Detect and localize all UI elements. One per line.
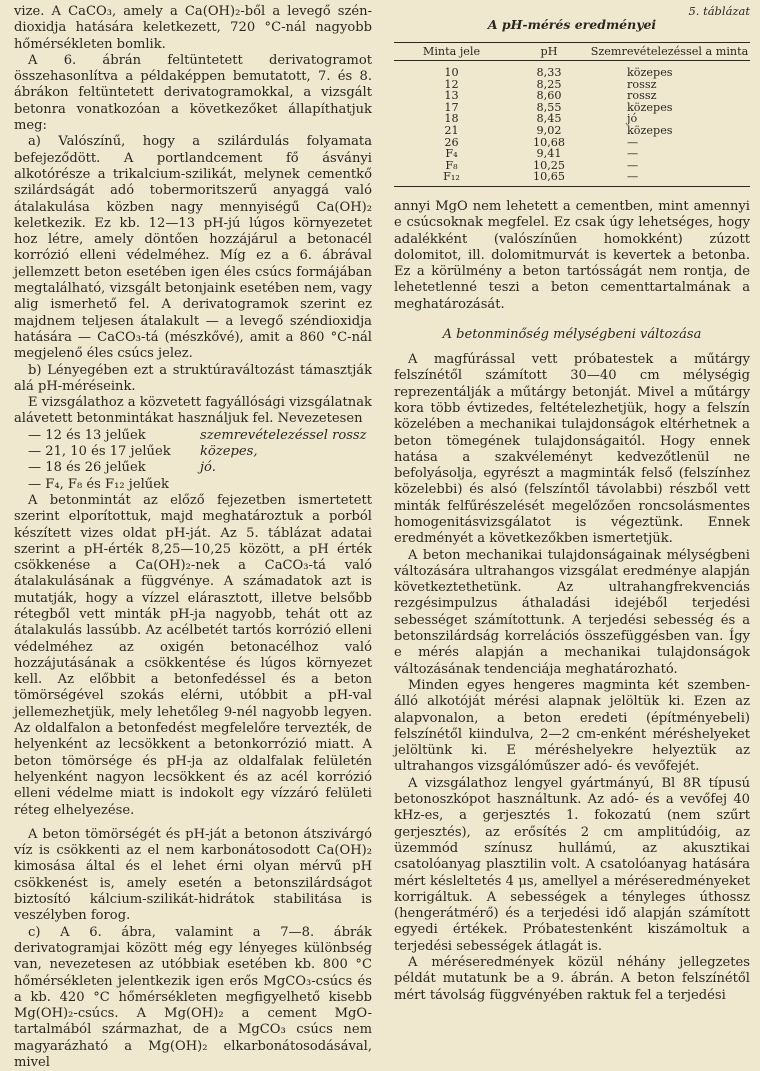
cell-sample: 21 [444, 123, 459, 137]
table-row [394, 171, 750, 186]
table-title: A pH-mérés eredményei [487, 17, 657, 32]
paragraph-6: A betonmintát az előző fejezetben ismertetett szerint elporítottuk, majd meghatároztuk a porból készített vizes oldat pH-ját. Az 5. táblázat adatai szerint a pH-érték 8,25—10,25 között, a pH érték csökkenése a Ca(OH)₂-nek a CaCO₃-tá való átalakulásának a függvénye. A számadatok azt is mutatják, hogy a vízzel elárasztott, illetve belsőbb rétegből vett minták pH-ja nagyobb, tehát ott az átalakulás lassúbb. Az acélbetét tartós korrózió elleni védelméhez az oxigén betonacélhoz való hozzájutásának a csökkentése és lúgos környezet kell. Az előbbit a betonfedéssel és a beton tömörségével szokás elérni, utóbbit a pH-val jellemezhetjük, mely lehetőleg 9-nél nagyobb legyen. Az oldalfalon a betonfedést megfelelőre tervezték, de helyenként az lecsökkent a betonkorrózió miatt. A beton tömörsége és pH-ja az oldalfalak felületén helyenként nagyon lecsökkent és az acél korrózió elleni védelme miatt is indokolt egy vízzáró felületi réteg elhelyezése. [14, 492, 372, 818]
cell-ph: 10,25 [532, 158, 566, 172]
left-column [14, 4, 372, 1071]
list-item-key: — 12 és 13 jelűek [28, 427, 146, 443]
cell-quality: közepes [627, 100, 673, 114]
paragraph-r3: A beton mechanikai tulajdonságainak mélységbeni változására ultrahangos vizsgálat eredménye alapján következtethetünk. Az ultrahangfrekvenciás rezgésimpulzus áthaladási idejéből terjedési sebességet számítottunk. A terjedési sebesség és a betonszilárdság korrelációs összefüggésben van. Így e mérés alapján a mechanikai tulajdonságok változásának tendenciája meghatározható. [394, 547, 750, 677]
table-number: 5. táblázat [688, 4, 750, 18]
paragraph-7: A beton tömörségét és pH-ját a betonon átszivárgó víz is csökkenti az el nem karbonátosodott Ca(OH)₂ kimosása által és el lehet érni olyan mérvű pH csökkenést is, amely esetén a betonszilárdságot biztosító kálcium-szilikát-hidrátok stabilitása is veszélyben forog. [14, 826, 372, 924]
table-row [394, 61, 750, 79]
cell-quality: közepes [627, 66, 673, 79]
cell-ph: 9,02 [536, 123, 562, 137]
list-item-value: jó. [200, 460, 216, 476]
cell-quality: rossz [627, 89, 657, 103]
cell-sample: 18 [444, 112, 459, 126]
cell-sample: 10 [444, 66, 459, 79]
list-item [14, 428, 372, 444]
table-row [394, 125, 750, 137]
paragraph-4: b) Lényegében ezt a struktúraváltozást támasztják alá pH-méréseink. [14, 362, 372, 394]
sample-list [14, 428, 372, 493]
list-item-key: — 21, 10 és 17 jelűek [28, 444, 171, 460]
cell-quality: közepes [627, 123, 673, 137]
table-row [394, 148, 750, 160]
cell-ph: 8,45 [536, 112, 562, 126]
paragraph-r1: annyi MgO nem lehetett a cementben, mint amennyi e csúcsoknak megfelel. Ez csak úgy lehetséges, hogy adalékként (valószínűen homokként) zúzott dolomitot, ill. dolomitmurvát is kevertek a betonba. Ez a körülmény a beton tartósságát nem rontja, de lehetetlenné teszi a beton cementtartalmának a meghatározását. [394, 198, 750, 312]
cell-ph: 8,60 [536, 89, 562, 103]
cell-ph: 10,65 [509, 171, 589, 186]
ph-results-table [394, 42, 750, 187]
table-header [394, 4, 750, 42]
paragraph-3: a) Valószínű, hogy a szilárdulás folyamata befejeződött. A portlandcement fő ásványi alkotórésze a trikalcium-szilikát, melynek cementkő szilárdságát adó tobermoritszerű anyaggá való átalakulása közben nagy mennyiségű Ca(OH)₂ keletkezik. Ez kb. 12—13 pH-jú lúgos környezetet hoz létre, amely döntően hozzájárul a betonacél korrózió elleni védelméhez. Míg ez a 6. ábrával jellemzett beton esetében igen éles csúcs formájában megtalálható, vizsgált betonjaink esetében nem, vagy alig ismerhető fel. A derivatogramok szerint ez majdnem teljesen átalakult — a levegő széndioxidja hatására — CaCO₃-tá (mészkővé), amit a 860 °C-nál megjelenő éles csúcs jelez. [14, 134, 372, 362]
paragraph-1: vize. A CaCO₃, amely a Ca(OH)₂-ből a levegő szén-dioxidja hatására keletkezett, 720 °C-nál nagyobb hőmérsékleten bomlik. [14, 4, 372, 52]
list-item-key: — 18 és 26 jelűek [28, 460, 146, 476]
list-item [14, 444, 372, 460]
cell-sample: 26 [444, 135, 459, 149]
cell-ph: 10,68 [532, 135, 566, 149]
paragraph-2: A 6. ábrán feltüntetett derivatogramot összehasonlítva a példaképpen bemutatott, 7. és 8. ábrákon feltüntetett derivatogramokkal, a vizsgált betonra vonatkozóan a következőket állapíthatjuk meg: [14, 52, 372, 134]
cell-quality: rossz [627, 77, 657, 91]
cell-ph: 9,41 [536, 147, 562, 161]
section-title: A betonminőség mélységbeni változása [442, 327, 702, 343]
paragraph-8: c) A 6. ábra, valamint a 7—8. ábrák derivatogramjai között még egy lényeges különbség van, nevezetesen az utóbbiak esetében kb. 800 °C hőmérsékleten jelentkezik igen erős MgCO₃-csúcs és a kb. 420 °C hőmérsékleten megfigyelhető kisebb Mg(OH)₂-csúcs. A Mg(OH)₂ a cement MgO-tartalmából származhat, de a MgCO₃ csúcs nem magyarázható a Mg(OH)₂ elkarbonátosodásával, mivel [14, 924, 372, 1070]
cell-ph: 8,55 [536, 100, 562, 114]
cell-quality: — [627, 147, 639, 161]
list-item [14, 460, 372, 476]
paragraph-r5: A vizsgálathoz lengyel gyártmányú, Bl 8R típusú betonoszkópot használtunk. Az adó- és a vevőfej 40 kHz-es, a gerjesztés 1. fokozatú (nem szűrt gerjesztés), az erősítés 2 cm amplitúdóig, az üzemmód színusz hullámú, az akusztikai csatolóanyag plasztilin volt. A csatolóanyag hatására mért késleltetés 4 μs, amellyel a méréseredményeket korrigáltuk. A sebességek a tényleges úthossz (hengerátmérő) és a terjedési idő alapján számított egyedi értékek. Próbatestenként kiszámoltuk a terjedési sebességek átlagát is. [394, 775, 750, 954]
cell-quality: jó [627, 112, 638, 126]
cell-sample: 17 [444, 100, 459, 114]
table-header-cell: pH [509, 43, 589, 61]
paragraph-r4: Minden egyes hengeres magminta két szemben-álló alkotóját mérési alapnak jelöltük ki. Ezen az alapvonalon, a beton eredeti (építményebeli) felszínétől kiindulva, 2—2 cm-enként méréshelyeket jelöltünk ki. E méréshelyekre helyeztük az ultrahangos vizsgálóműszer adó- és vevőfejét. [394, 677, 750, 775]
list-item-key: — F₄, F₈ és F₁₂ jelűek [28, 476, 169, 492]
cell-quality: — [627, 158, 639, 172]
cell-ph: 8,25 [536, 77, 562, 91]
paragraph-r6: A méréseredmények közül néhány jellegzetes példát mutatunk be a 9. ábrán. A beton felszínétől mért távolság függvényében raktuk fel a terjedési [394, 955, 750, 1003]
list-item-value: szemrevételezéssel rossz [200, 427, 367, 443]
cell-ph: 8,33 [536, 66, 562, 79]
cell-quality: — [627, 135, 639, 149]
cell-sample: F₄ [445, 147, 458, 161]
right-column [394, 4, 750, 1004]
table-header-cell: Szemrevételezéssel a minta [589, 43, 750, 61]
cell-sample: 12 [444, 77, 459, 91]
list-item-value: közepes, [200, 444, 258, 460]
table-header-cell: Minta jele [394, 43, 509, 61]
paragraph-r2: A magfúrással vett próbatestek a műtárgy felszínétől számított 30—40 cm mélységig reprezentálják a műtárgy betonját. Mivel a műtárgy kora több évtizedes, feltételezhetjük, hogy a felszín közelében a mechanikai tulajdonságok eltérhetnek a beton tömegének tulajdonságaitól. Hogy ennek hatása a szakvéleményt kedvezőtlenül ne befolyásolja, egyrészt a magminták felső (felszínhez közelebbi) és alsó (felszíntől távolabbi) részből vett minták felfűrészelését megelőzően roncsolásmentes homogenitásvizsgálatot is végeztünk. Ennek eredményét a következőkben ismertetjük. [394, 352, 750, 547]
list-item [14, 477, 372, 493]
paragraph-5: E vizsgálathoz a közvetett fagyállósági vizsgálatnak alávetett betonmintákat használjuk fel. Nevezetesen [14, 395, 372, 427]
cell-sample: F₈ [445, 158, 458, 172]
cell-sample: 13 [444, 89, 459, 103]
cell-sample: F₁₂ [394, 171, 509, 186]
cell-quality: — [589, 171, 750, 186]
